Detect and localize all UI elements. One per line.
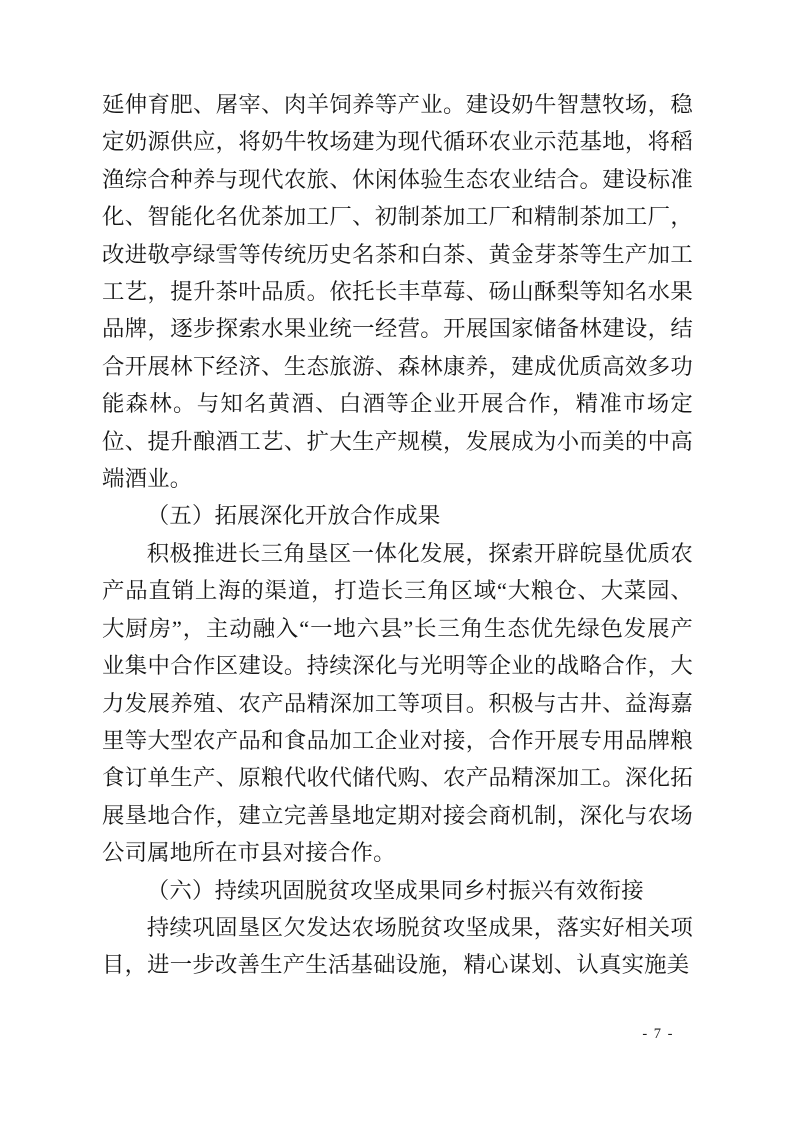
body-paragraph-poverty-alleviation: 持续巩固垦区欠发达农场脱贫攻坚成果，落实好相关项目，进一步改善生产生活基础设施，精心谋划、认真实施美 — [102, 914, 693, 978]
document-body — [102, 86, 693, 984]
section-heading-five: （五）拓展深化开放合作成果 — [146, 503, 441, 529]
section-heading-six: （六）持续巩固脱贫攻坚成果同乡村振兴有效衔接 — [146, 877, 644, 903]
body-paragraph-cooperation: 积极推进长三角垦区一体化发展，探索开辟皖垦优质农产品直销上海的渠道，打造长三角区域“大粮仓、大菜园、大厨房”，主动融入“一地六县”长三角生态优先绿色发展产业集中合作区建设。持续深化与光明等企业的战略合作，大力发展养殖、农产品精深加工等项目。积极与古井、益海嘉里等大型农产品和食品加工企业对接，合作开展专用品牌粮食订单生产、原粮代收代储代购、农产品精深加工。深化拓展垦地合作，建立完善垦地定期对接会商机制，深化与农场公司属地所在市县对接合作。 — [102, 540, 693, 866]
body-paragraph-industry: 延伸育肥、屠宰、肉羊饲养等产业。建设奶牛智慧牧场，稳定奶源供应，将奶牛牧场建为现代循环农业示范基地，将稻渔综合种养与现代农旅、休闲体验生态农业结合。建设标准化、智能化名优茶加工厂、初制茶加工厂和精制茶加工厂，改进敬亭绿雪等传统历史名茶和白茶、黄金芽茶等生产加工工艺，提升茶叶品质。依托长丰草莓、砀山酥梨等知名水果品牌，逐步探索水果业统一经营。开展国家储备林建设，结合开展林下经济、生态旅游、森林康养，建成优质高效多功能森林。与知名黄酒、白酒等企业开展合作，精准市场定位、提升酿酒工艺、扩大生产规模，发展成为小而美的中高端酒业。 — [102, 92, 693, 492]
page-number: - 7 - — [642, 1026, 674, 1042]
